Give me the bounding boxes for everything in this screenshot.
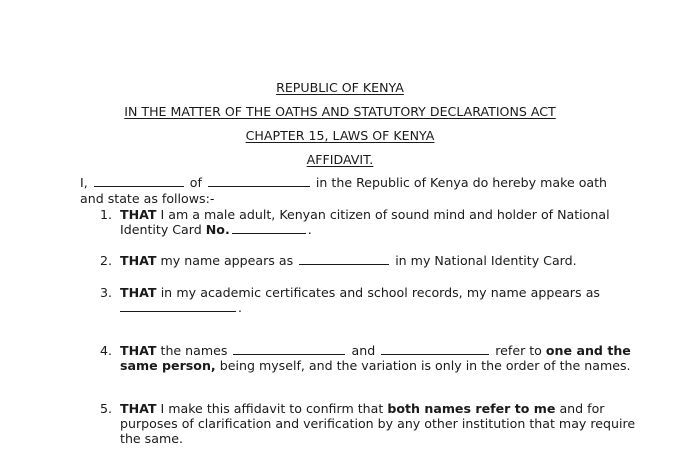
address-blank[interactable] [208, 185, 310, 187]
item-1-card-no: No. [205, 222, 230, 237]
item-5-line-3: the same. [120, 431, 183, 446]
item-1-number: 1. [100, 207, 113, 222]
item-4-text-c: refer to [495, 343, 542, 358]
item-4-line-1 [120, 343, 631, 358]
name-blank[interactable] [94, 185, 184, 187]
id-number-blank[interactable] [232, 232, 306, 234]
second-name-order-blank[interactable] [381, 353, 489, 355]
heading-matter: IN THE MATTER OF THE OATHS AND STATUTORY DECLARATIONS ACT [124, 104, 556, 119]
item-1-that: THAT [120, 207, 157, 222]
heading-affidavit: AFFIDAVIT. [306, 152, 374, 167]
item-5-bold: both names refer to me [387, 401, 556, 416]
item-5-text-c: and for [559, 401, 605, 416]
item-2-number: 2. [100, 253, 113, 268]
item-1-end: . [307, 222, 312, 237]
item-1-text: I am a male adult, Kenyan citizen of sound mind and holder of National [160, 207, 610, 222]
item-1-text-2: Identity Card [120, 222, 202, 237]
certificate-name-blank[interactable] [120, 310, 236, 312]
item-3-text: in my academic certificates and school records, my name appears as [160, 285, 600, 300]
intro-rest: in the Republic of Kenya do hereby make oath [315, 175, 608, 190]
item-4-and: and [351, 343, 376, 358]
intro-i: I, [80, 175, 88, 190]
item-4-that: THAT [120, 343, 157, 358]
item-2-text-b: in my National Identity Card. [395, 253, 577, 268]
item-5-line-2: purposes of clarification and verification by any other institution that may require [120, 416, 636, 431]
heading-chapter: CHAPTER 15, LAWS OF KENYA [245, 128, 435, 143]
item-4-text-f: being myself, and the variation is only in the order of the names. [219, 358, 631, 373]
intro-line [80, 175, 608, 190]
item-4-text-a: the names [160, 343, 228, 358]
heading-republic: REPUBLIC OF KENYA [276, 80, 404, 95]
item-4-line-2 [120, 358, 631, 373]
item-2-line [120, 253, 577, 268]
item-4-bold-1: one and the [545, 343, 631, 358]
item-5-text-a: I make this affidavit to confirm that [160, 401, 384, 416]
id-name-blank[interactable] [299, 263, 389, 265]
item-3-line-1 [120, 285, 600, 300]
item-3-number: 3. [100, 285, 113, 300]
item-2-that: THAT [120, 253, 157, 268]
item-5-line-1 [120, 401, 605, 416]
intro-of: of [189, 175, 202, 190]
intro-line-2: and state as follows:- [80, 191, 215, 206]
item-5-that: THAT [120, 401, 157, 416]
item-4-bold-2: same person, [120, 358, 216, 373]
item-1-line-2 [120, 222, 312, 237]
first-name-order-blank[interactable] [233, 353, 345, 355]
item-4-number: 4. [100, 343, 113, 358]
item-1-line-1 [120, 207, 610, 222]
item-5-number: 5. [100, 401, 113, 416]
item-3-end: . [238, 300, 243, 315]
item-3-line-2 [120, 300, 242, 315]
item-2-text-a: my name appears as [160, 253, 294, 268]
item-3-that: THAT [120, 285, 157, 300]
